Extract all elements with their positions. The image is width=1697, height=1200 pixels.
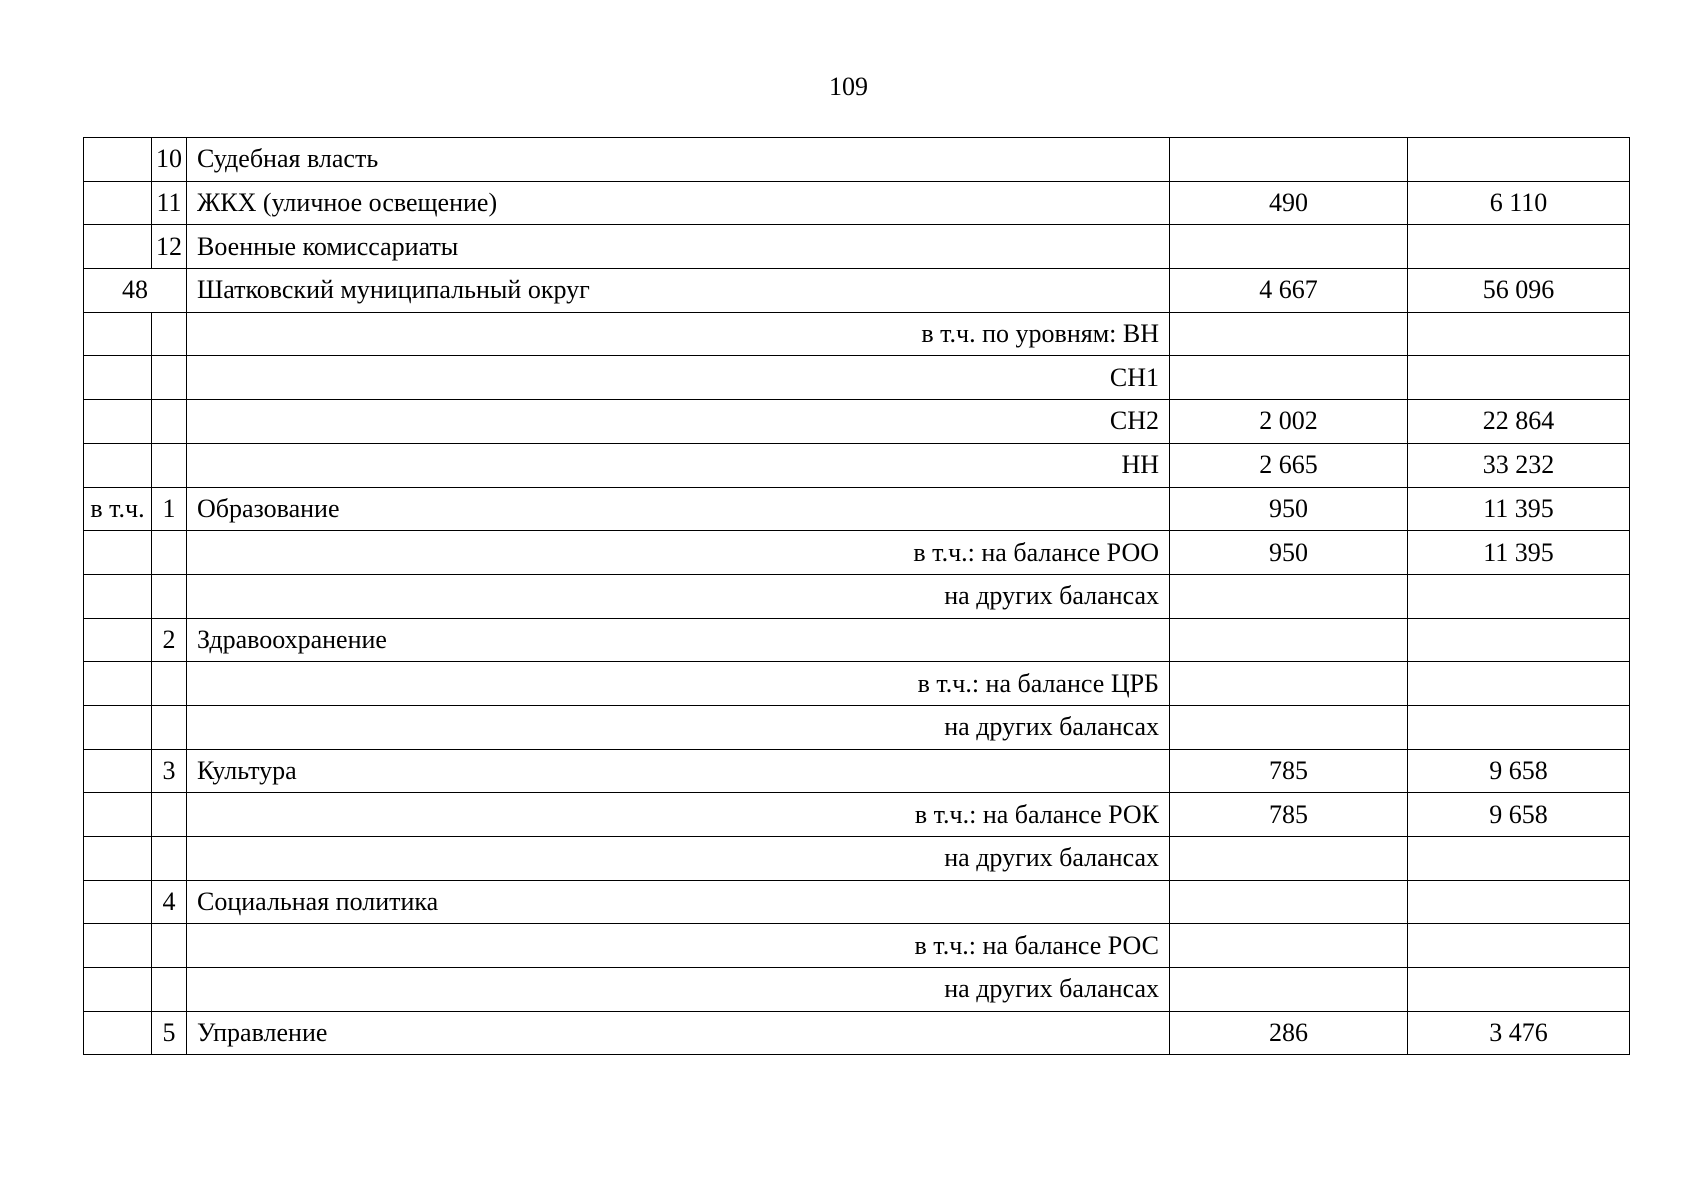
cell-name: Социальная политика (187, 880, 1170, 924)
cell-value-1: 490 (1170, 181, 1408, 225)
cell-name: Управление (187, 1011, 1170, 1055)
cell-item-number: 2 (152, 618, 187, 662)
cell-value-1 (1170, 312, 1408, 356)
cell-item-number (152, 837, 187, 881)
page-number: 109 (829, 72, 868, 101)
cell-item-number (152, 793, 187, 837)
cell-name: Судебная власть (187, 138, 1170, 182)
cell-value-1 (1170, 225, 1408, 269)
cell-item-number: 5 (152, 1011, 187, 1055)
cell-value-2 (1408, 138, 1630, 182)
cell-name: в т.ч. по уровням: ВН (187, 312, 1170, 356)
table-body (84, 138, 1630, 1055)
cell-name: СН1 (187, 356, 1170, 400)
cell-section-number (84, 574, 152, 618)
cell-name: Культура (187, 749, 1170, 793)
cell-value-2: 6 110 (1408, 181, 1630, 225)
cell-item-number: 3 (152, 749, 187, 793)
table-row (84, 662, 1630, 706)
cell-value-1: 4 667 (1170, 269, 1408, 313)
table-row (84, 400, 1630, 444)
cell-value-1: 785 (1170, 793, 1408, 837)
cell-value-2 (1408, 968, 1630, 1012)
table-row (84, 487, 1630, 531)
cell-item-number: 1 (152, 487, 187, 531)
cell-section-number (84, 443, 152, 487)
cell-value-1 (1170, 618, 1408, 662)
cell-value-1 (1170, 837, 1408, 881)
cell-item-number (152, 443, 187, 487)
cell-item-number (152, 312, 187, 356)
table-row (84, 443, 1630, 487)
table-row (84, 574, 1630, 618)
cell-value-2 (1408, 225, 1630, 269)
table-row (84, 968, 1630, 1012)
cell-value-2: 11 395 (1408, 487, 1630, 531)
table-row (84, 837, 1630, 881)
table-row (84, 225, 1630, 269)
cell-value-1: 950 (1170, 531, 1408, 575)
cell-name: Образование (187, 487, 1170, 531)
cell-value-1 (1170, 574, 1408, 618)
cell-item-number (152, 356, 187, 400)
cell-item-number (152, 574, 187, 618)
cell-name: Здравоохранение (187, 618, 1170, 662)
cell-value-2: 9 658 (1408, 749, 1630, 793)
table-row (84, 356, 1630, 400)
cell-item-number: 11 (152, 181, 187, 225)
cell-item-number: 12 (152, 225, 187, 269)
cell-section-number (84, 312, 152, 356)
cell-section-number (84, 924, 152, 968)
cell-value-1 (1170, 705, 1408, 749)
cell-value-2 (1408, 356, 1630, 400)
cell-name: на других балансах (187, 968, 1170, 1012)
cell-section-number (84, 138, 152, 182)
cell-name: на других балансах (187, 837, 1170, 881)
cell-value-1 (1170, 662, 1408, 706)
cell-item-number (152, 531, 187, 575)
table-row (84, 880, 1630, 924)
cell-section-number (84, 225, 152, 269)
table-row (84, 924, 1630, 968)
table-row (84, 138, 1630, 182)
cell-item-number (152, 400, 187, 444)
cell-item-number: 4 (152, 880, 187, 924)
table-row (84, 1011, 1630, 1055)
cell-section-number (84, 662, 152, 706)
cell-name: в т.ч.: на балансе РОК (187, 793, 1170, 837)
cell-section-number (84, 1011, 152, 1055)
cell-item-number (152, 924, 187, 968)
cell-section-number (84, 400, 152, 444)
table-row (84, 531, 1630, 575)
table-row (84, 618, 1630, 662)
cell-item-number (152, 662, 187, 706)
cell-section-number (84, 531, 152, 575)
cell-value-1: 950 (1170, 487, 1408, 531)
cell-value-2 (1408, 924, 1630, 968)
cell-value-1 (1170, 924, 1408, 968)
table-row (84, 269, 1630, 313)
cell-value-1: 286 (1170, 1011, 1408, 1055)
cell-value-2: 11 395 (1408, 531, 1630, 575)
table-row (84, 181, 1630, 225)
cell-value-2 (1408, 837, 1630, 881)
cell-section-number (84, 705, 152, 749)
cell-section-number (84, 356, 152, 400)
cell-value-2 (1408, 574, 1630, 618)
cell-value-2: 56 096 (1408, 269, 1630, 313)
table-row (84, 749, 1630, 793)
cell-value-1: 2 002 (1170, 400, 1408, 444)
cell-name: Шатковский муниципальный округ (187, 269, 1170, 313)
table-row (84, 793, 1630, 837)
cell-value-2 (1408, 880, 1630, 924)
cell-value-2 (1408, 618, 1630, 662)
cell-value-1 (1170, 356, 1408, 400)
cell-value-2 (1408, 312, 1630, 356)
cell-value-1 (1170, 968, 1408, 1012)
cell-value-2: 3 476 (1408, 1011, 1630, 1055)
cell-item-number (152, 968, 187, 1012)
cell-value-2 (1408, 662, 1630, 706)
cell-name: в т.ч.: на балансе РОС (187, 924, 1170, 968)
cell-name: на других балансах (187, 574, 1170, 618)
cell-value-1: 785 (1170, 749, 1408, 793)
cell-name: СН2 (187, 400, 1170, 444)
cell-name: на других балансах (187, 705, 1170, 749)
table-row (84, 705, 1630, 749)
cell-value-2: 33 232 (1408, 443, 1630, 487)
cell-value-1: 2 665 (1170, 443, 1408, 487)
cell-section-number: в т.ч. (84, 487, 152, 531)
cell-section-number (84, 968, 152, 1012)
cell-value-2 (1408, 705, 1630, 749)
cell-section-number (84, 793, 152, 837)
cell-item-number (152, 705, 187, 749)
cell-name: в т.ч.: на балансе РОО (187, 531, 1170, 575)
data-table (83, 137, 1630, 1055)
cell-value-1 (1170, 880, 1408, 924)
cell-name: НН (187, 443, 1170, 487)
cell-name: Военные комиссариаты (187, 225, 1170, 269)
cell-section-number (84, 837, 152, 881)
cell-value-2: 22 864 (1408, 400, 1630, 444)
cell-section-number (84, 749, 152, 793)
cell-value-2: 9 658 (1408, 793, 1630, 837)
table-row (84, 312, 1630, 356)
cell-value-1 (1170, 138, 1408, 182)
cell-section-number: 48 (84, 269, 187, 313)
cell-section-number (84, 880, 152, 924)
cell-name: в т.ч.: на балансе ЦРБ (187, 662, 1170, 706)
cell-section-number (84, 181, 152, 225)
cell-item-number: 10 (152, 138, 187, 182)
cell-section-number (84, 618, 152, 662)
cell-name: ЖКХ (уличное освещение) (187, 181, 1170, 225)
